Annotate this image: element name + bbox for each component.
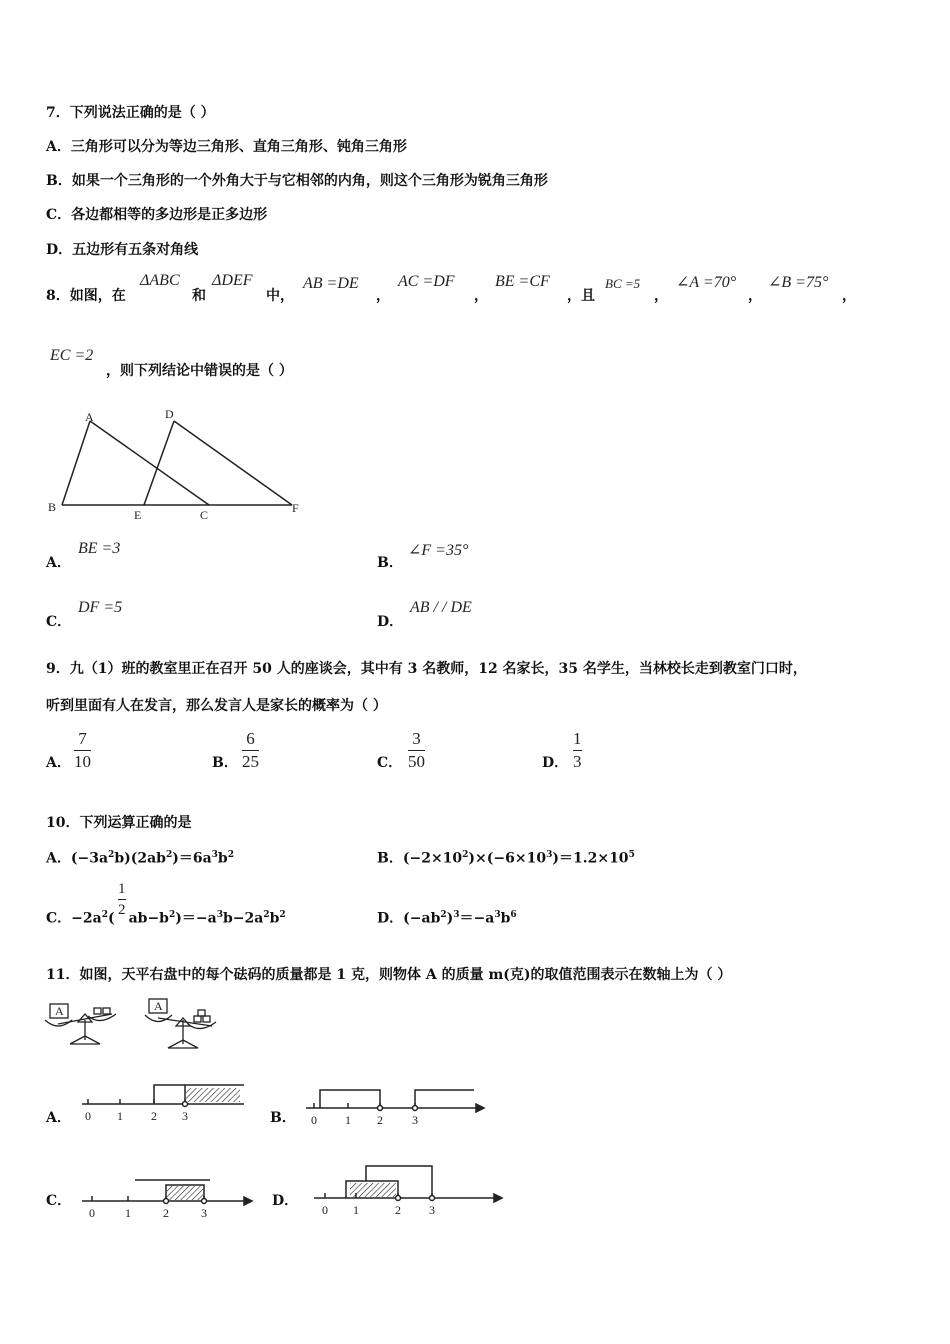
q8-mid: 中， xyxy=(266,288,294,304)
q8-cond-angle-b: ∠B =75° xyxy=(768,274,829,291)
q8-option-d-expr: AB / / DE xyxy=(410,599,472,616)
q8-cond-ac-df: AC =DF xyxy=(398,273,455,290)
q11-b-tick-3: 3 xyxy=(412,1113,418,1127)
q8-label-b: B xyxy=(48,500,57,514)
q11-stem: 11．如图，天平右盘中的每个砝码的质量都是 1 克，则物体 A 的质量 m(克)的取值范围表示在数轴上为（ ） xyxy=(46,967,732,983)
q8-option-a-label[interactable]: A． xyxy=(46,555,71,571)
q9-stem-line-2: 听到里面有人在发言，那么发言人是家长的概率为（ ） xyxy=(46,698,387,714)
q8-cond-be-cf: BE =CF xyxy=(495,273,550,290)
q8-label-c: C xyxy=(200,508,209,522)
q11-c-tick-1: 1 xyxy=(125,1206,131,1220)
q11-b-tick-2: 2 xyxy=(377,1113,383,1127)
q8-stem-start: 8．如图，在 xyxy=(46,288,126,304)
q9-option-b-label[interactable]: B． xyxy=(212,755,238,771)
q9-option-d-fraction: 1 3 xyxy=(573,729,582,771)
q8-triangle-abc: ΔABC xyxy=(140,272,180,289)
q11-a-tick-3: 3 xyxy=(182,1109,188,1123)
q10-option-c[interactable]: C．$-2a^2$( $ab-b^2)=-a^3b-2a^2b^2$ xyxy=(46,910,286,927)
q8-option-a-expr: BE =3 xyxy=(78,540,121,557)
q11-scale-left-label: A xyxy=(55,1004,64,1018)
q10-option-d[interactable]: D．$(-ab^2)^3=-a^3b^6$ xyxy=(377,910,517,927)
q8-comma-2: ， xyxy=(474,288,488,304)
q7-option-a[interactable]: A．三角形可以分为等边三角形、直角三角形、钝角三角形 xyxy=(46,139,407,155)
q11-d-tick-2: 2 xyxy=(395,1203,401,1217)
q8-option-c-label[interactable]: C． xyxy=(46,614,72,630)
q11-a-tick-2: 2 xyxy=(151,1109,157,1123)
q8-cond-ec: EC =2 xyxy=(50,347,94,364)
q8-comma-1: ， xyxy=(376,288,390,304)
q8-cond-bc: BC =5 xyxy=(605,276,641,291)
q10-option-a[interactable]: A．$(-3a^2b)(2ab^2)=6a^3b^2$ xyxy=(46,850,234,867)
q11-b-tick-1: 1 xyxy=(345,1113,351,1127)
q9-option-a-fraction: 7 10 xyxy=(74,729,91,771)
q11-d-tick-1: 1 xyxy=(353,1203,359,1217)
q8-option-c-expr: DF =5 xyxy=(78,599,123,616)
q8-label-a: A xyxy=(85,410,94,424)
q9-option-b-fraction: 6 25 xyxy=(242,729,259,771)
q8-label-d: D xyxy=(165,407,174,421)
q11-c-tick-0: 0 xyxy=(89,1206,95,1220)
q11-option-b-label[interactable]: B． xyxy=(270,1110,296,1126)
q7-option-b[interactable]: B．如果一个三角形的一个外角大于与它相邻的内角，则这个三角形为锐角三角形 xyxy=(46,173,548,189)
q8-qie: ，且 xyxy=(567,288,595,304)
q8-comma-4: ， xyxy=(748,288,762,304)
q11-d-tick-0: 0 xyxy=(322,1203,328,1217)
q10-stem: 10．下列运算正确的是 xyxy=(46,815,192,831)
q8-and: 和 xyxy=(192,288,206,304)
q8-comma-3: ， xyxy=(654,288,668,304)
q10-option-c-half: 1 2 xyxy=(118,881,126,918)
q8-cond-angle-a: ∠A =70° xyxy=(676,274,737,291)
q8-option-b-expr: ∠F =35° xyxy=(408,542,469,559)
q11-c-tick-3: 3 xyxy=(201,1206,207,1220)
q9-option-a-label[interactable]: A． xyxy=(46,755,71,771)
q11-option-d-label[interactable]: D． xyxy=(272,1193,299,1209)
q9-option-c-label[interactable]: C． xyxy=(377,755,403,771)
q8-option-d-label[interactable]: D． xyxy=(377,614,404,630)
q7-option-c[interactable]: C．各边都相等的多边形是正多边形 xyxy=(46,207,268,223)
q11-option-a-label[interactable]: A． xyxy=(46,1110,71,1126)
q8-cond-ab-de: AB =DE xyxy=(303,275,359,292)
q11-scale-right-label: A xyxy=(154,999,163,1013)
q8-option-b-label[interactable]: B． xyxy=(377,555,403,571)
q8-question: ，则下列结论中错误的是（ ） xyxy=(106,363,293,379)
q8-label-e: E xyxy=(134,508,142,522)
q11-option-c-label[interactable]: C． xyxy=(46,1193,72,1209)
q11-a-tick-1: 1 xyxy=(117,1109,123,1123)
q9-option-c-fraction: 3 50 xyxy=(408,729,425,771)
q11-b-tick-0: 0 xyxy=(311,1113,317,1127)
q7-stem: 7．下列说法正确的是（ ） xyxy=(46,105,215,121)
q8-comma-5: ， xyxy=(842,288,856,304)
q11-c-tick-2: 2 xyxy=(163,1206,169,1220)
q8-label-f: F xyxy=(292,501,299,515)
q10-option-b[interactable]: B．$(-2\times 10^2)\times(-6\times 10^3)=1.2\times 10^5$ xyxy=(377,850,635,867)
q11-d-tick-3: 3 xyxy=(429,1203,435,1217)
q11-a-tick-0: 0 xyxy=(85,1109,91,1123)
q7-option-d[interactable]: D．五边形有五条对角线 xyxy=(46,242,199,258)
q8-triangle-def: ΔDEF xyxy=(212,272,253,289)
q9-option-d-label[interactable]: D． xyxy=(542,755,569,771)
q9-stem-line-1: 9．九（1）班的教室里正在召开 50 人的座谈会，其中有 3 名教师，12 名家长，35 名学生，当林校长走到教室门口时， xyxy=(46,661,807,677)
